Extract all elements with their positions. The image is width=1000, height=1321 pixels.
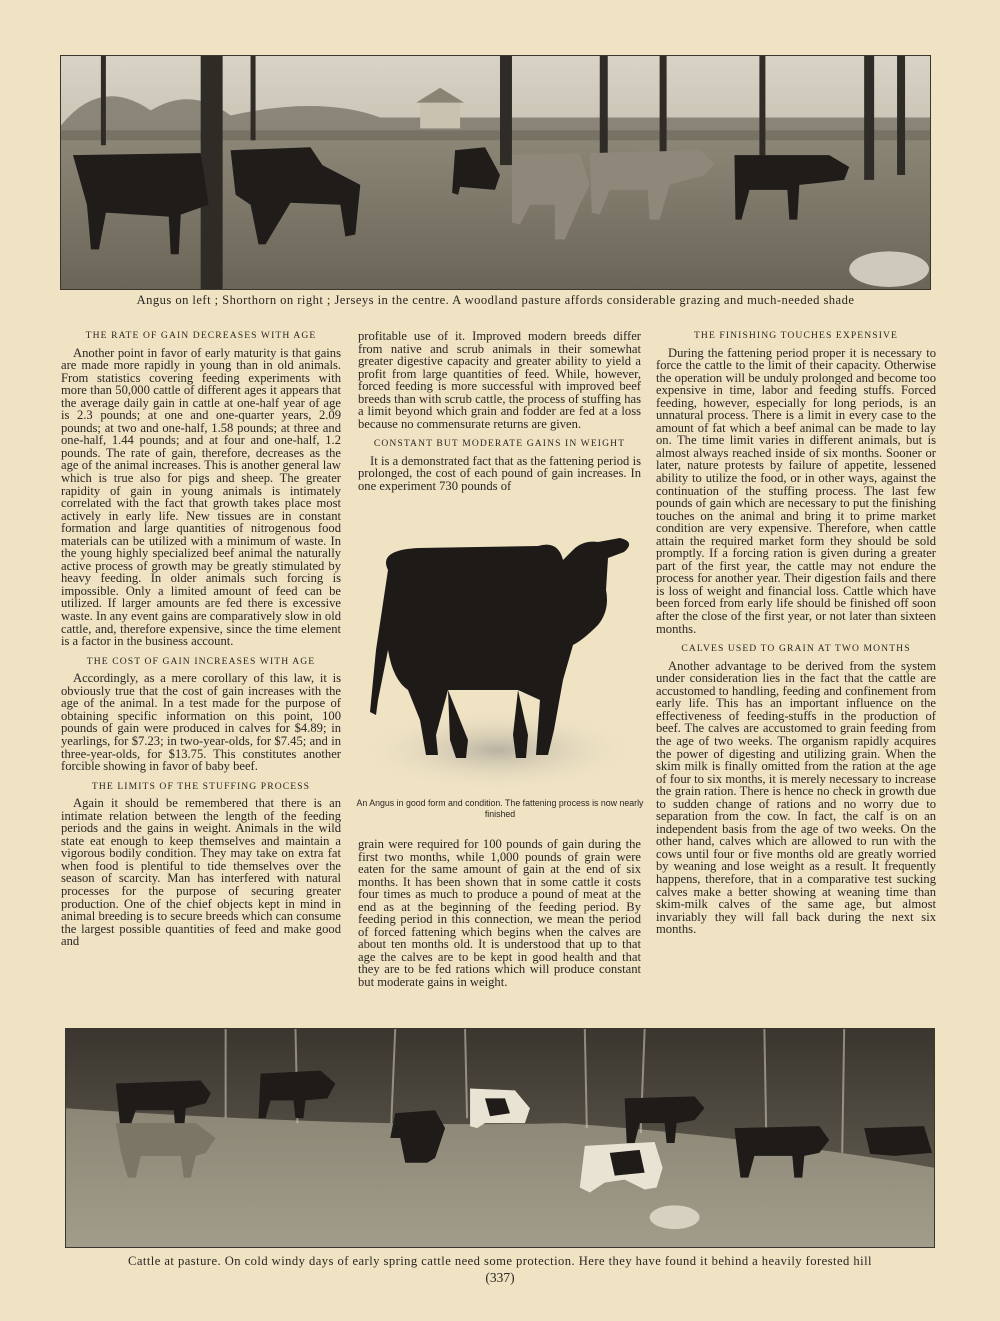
heading-limits-stuffing: THE LIMITS OF THE STUFFING PROCESS	[91, 780, 311, 792]
column-2-bottom	[358, 838, 641, 989]
column-3	[656, 330, 936, 936]
angus-figure-caption: An Angus in good form and condition. The fattening process is now nearly finished	[356, 798, 644, 819]
paragraph-profitable-use: profitable use of it. Improved modern breeds differ from native and scrub animals in their somewhat greater digestive capacity and greater ability to yield a profit from large quantities of feed. While, however, forced feeding is more successful with improved beef breeds than with scrub cattle, the process of stuffing has a limit beyond which grain and fodder are fed at a loss because no commensurate returns are given.	[358, 329, 641, 431]
page-number: (337)	[485, 1270, 515, 1285]
paragraph-cost-of-gain: Accordingly, as a mere corollary of this law, it is obviously true that the cost of gain increases with the age of the animal. In a test made for the purpose of obtaining specific information on this point, 100 pounds of gain were produced in calves for $4.89; in yearlings, for $7.23; in two-year-olds, for $7.45; and in three-year-olds, for $13.75. This constitutes another forcible showing in favor of baby beef.	[61, 671, 341, 774]
paragraph-constant-gains: It is a demonstrated fact that as the fattening period is prolonged, the cost of each pound of gain increases. In one experiment 730 pounds of	[358, 453, 641, 494]
heading-cost-of-gain: THE COST OF GAIN INCREASES WITH AGE	[86, 655, 316, 667]
paragraph-calves-grain: Another advantage to be derived from the system under consideration lies in the fact that the cattle are accustomed to handling, feeding and confinement from early life. This has an important influence on the effectiveness of feeding-stuffs in the production of beef. The calves are accustomed to grain feeding from the age of two weeks. The organism rapidly acquires the power of digesting and utilizing grain. When the skim milk is finally omitted from the ration at the age of four to six months, it is merely necessary to increase the grain ration. There is hence no check in growth due to sudden change of rations and no worry due to separation from the cow. In fact, the calf is on an independent basis from the age of two weeks. On the other hand, calves which are allowed to run with the cows until four or five months old are greatly worried by weaning and lose weight as a result. It frequently happens, therefore, that in a comparative test sucking calves make a better showing at weaning time than skim-milk calves of the same age, but almost invariably they will fall back during the next six months.	[656, 658, 936, 937]
top-photo-caption: Angus on left ; Shorthorn on right ; Jerseys in the centre. A woodland pasture affords considerable grazing and much-needed shade	[136, 293, 855, 307]
bottom-photo-caption: Cattle at pasture. On cold windy days of early spring cattle need some protection. Here they have found it behind a heavily forested hill	[128, 1254, 872, 1268]
heading-calves-grain: CALVES USED TO GRAIN AT TWO MONTHS	[681, 643, 911, 655]
angus-figure	[358, 530, 642, 800]
column-1	[61, 330, 341, 948]
top-photo-pasture	[60, 55, 931, 290]
paragraph-limits-stuffing: Again it should be remembered that there is an intimate relation between the length of the feeding periods and the gains in weight. Animals in the wild state eat enough to keep themselves and maintain a vigorous bodily condition. They may take on extra fat when food is plentiful to tide themselves over the season of scarcity. Man has interfered with natural processes for the purpose of securing greater production. One of the chief objects kept in mind in animal breeding is to secure breeds which can consume the largest possible quantities of feed and make good and	[61, 796, 341, 949]
paragraph-grain-required: grain were required for 100 pounds of gain during the first two months, while 1,000 pounds of grain were eaten for the same amount of gain at the end of six months. It has been shown that in some cattle it costs four times as much to produce a pound of meat at the end as at the beginning of the feeding period. By feeding period in this connection, we mean the period of forced fattening which begins when the calves are about ten months old. It is understood that up to that age the calves are to be kept in good health and that they are to be fed rations which will produce constant but moderate gains in weight.	[358, 837, 641, 990]
paragraph-rate-of-gain: Another point in favor of early maturity is that gains are made more rapidly in young than in old animals. From statistics covering feeding experiments with more than 50,000 cattle of different ages it appears that the average daily gain in cattle at one-half year of age is 2.3 pounds; at one and one-quarter years, 2.09 pounds; at two and one-half, 1.58 pounds; at three and one-half, 1.44 pounds; and at four and one-half, 1.2 pounds. The rate of gain, therefore, decreases as the age of the animal increases. This is another general law which is true also for pigs and sheep. The greater rapidity of gain in young animals is intimately correlated with the fact that growth takes place most actively in early life. New tissues are in constant formation and large quantities of nitrogenous food materials can be utilized with a minimum of waste. In the young highly specialized beef animal the naturally active process of growth may be greatly stimulated by heavy feeding. In older animals such forcing is impossible. Only a limited amount of feed can be utilized. If larger amounts are fed there is excessive waste. In any event gains are comparatively slow in old cattle, and, therefore expensive, since the time element is a factor in the business account.	[61, 345, 341, 649]
paragraph-finishing-touches: During the fattening period proper it is necessary to force the cattle to the limit of their capacity. Otherwise the operation will be unduly prolonged and become too expensive in time, labor and feeding stuffs. Forced feeding, however, especially for long periods, is an unnatural process. There is a limit in every case to the amount of fat which a beef animal can be made to lay on. The time limit varies in different animals, but is almost always reached inside of six months. Sooner or later, nature protests by failure of appetite, lessened ability to utilize the food, or in other ways, against the continuation of the stuffing process. The last few pounds of gain which are necessary to put the finishing touches on the animal and bring it to prime market condition are very expensive. Therefore, when cattle attain the required market form they should be sold promptly. If a forcing ration is given during a greater part of the first year, the cattle may not endure the process for another year. Their digestion fails and there is loss of weight and financial loss. Cattle which have been forced from early life should be finished off soon after the close of the first year, or not later than sixteen months.	[656, 345, 936, 636]
column-2-top	[358, 330, 641, 493]
bottom-photo-pasture	[65, 1028, 935, 1248]
heading-rate-of-gain: THE RATE OF GAIN DECREASES WITH AGE	[85, 330, 317, 341]
heading-constant-gains: CONSTANT BUT MODERATE GAINS IN WEIGHT	[373, 438, 626, 450]
heading-finishing-touches: THE FINISHING TOUCHES EXPENSIVE	[693, 330, 899, 341]
